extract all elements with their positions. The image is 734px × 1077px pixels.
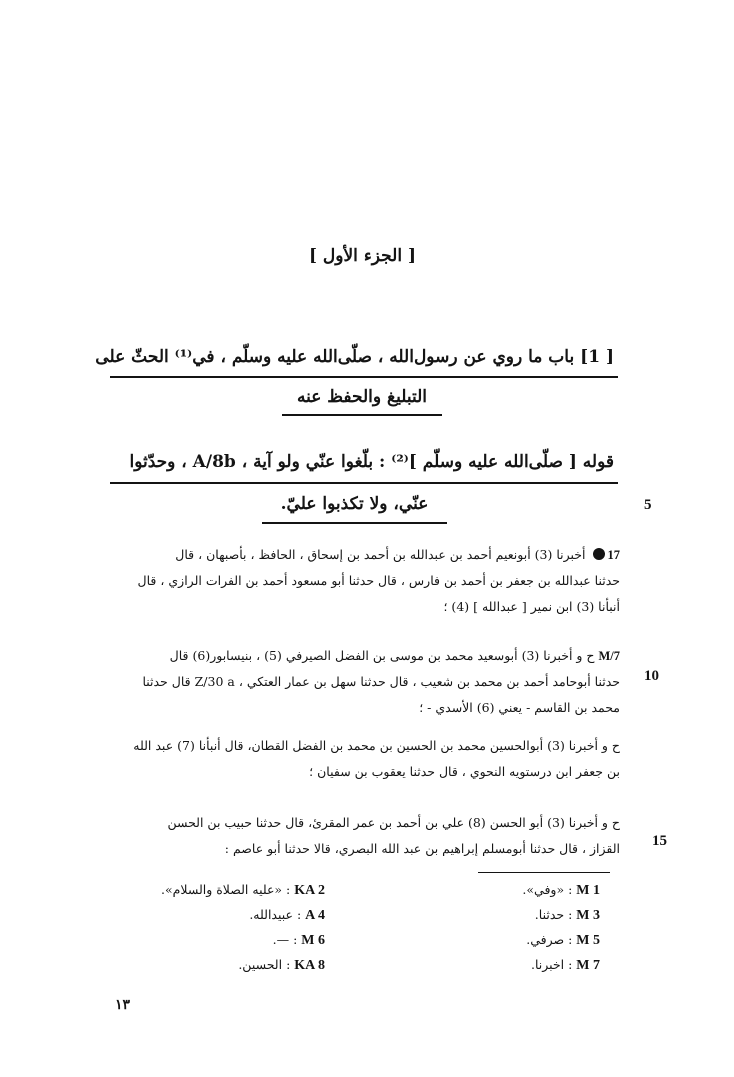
hadith-number: 17 [607, 548, 620, 562]
footnote-code: M 3 [576, 908, 600, 923]
footnote [115, 928, 325, 953]
hadith-underline-2 [262, 522, 447, 524]
chapter-underline-2 [282, 414, 442, 416]
paragraph-line: حدثنا أبوحامد أحمد بن محمد بن شعيب ، قال حدثنا سهل بن عمار العتكي ، Z/30 a قال حدثنا [142, 674, 620, 689]
hadith-underline-1 [110, 482, 618, 484]
footnote-text: : «عليه الصلاة والسلام». [161, 882, 291, 897]
footnote [470, 878, 600, 903]
chapter-underline-1 [110, 376, 618, 378]
footnote-separator [478, 872, 610, 873]
isnad-paragraph [100, 810, 620, 862]
part-title: [ الجزء الأول ] [308, 246, 417, 266]
footnote [470, 928, 600, 953]
line-number: 15 [652, 833, 667, 849]
chapter-heading-line1: [ 1] باب ما روي عن رسول‌الله ، صلّى‌الله عليه وسلّم ، في⁽¹⁾ الحثّ على [95, 347, 614, 367]
paragraph-line [100, 643, 620, 669]
footnote-code: M 7 [576, 958, 600, 973]
footnote-code: KA 8 [294, 958, 325, 973]
footnote-code: A 4 [305, 908, 325, 923]
footnote-text: : عبيدالله. [249, 907, 302, 922]
paragraph-line [100, 542, 620, 568]
footnote-text: : حدثنا. [534, 907, 573, 922]
footnote-text: : —. [272, 932, 298, 947]
footnote-code: KA 2 [294, 883, 325, 898]
isnad-paragraph [100, 542, 620, 620]
footnote-code: M 1 [576, 883, 600, 898]
footnote [470, 953, 600, 978]
isnad-paragraph [100, 643, 620, 721]
page-number: ١٣ [115, 997, 131, 1013]
line-number: 5 [644, 497, 652, 513]
paragraph-text: أخبرنا (3) أبونعيم أحمد بن عبدالله بن أحمد بن إسحاق ، الحافظ ، بأصبهان ، قال [175, 547, 586, 562]
footnote-text: : اخبرنا. [530, 957, 573, 972]
footnote-code: M 5 [576, 933, 600, 948]
line-number: 10 [644, 668, 659, 684]
chapter-heading-line2: التبليغ والحفظ عنه [296, 387, 427, 407]
paragraph-line: القزاز ، قال حدثنا أبومسلم إبراهيم بن عبد الله البصري، قالا حدثنا أبو عاصم : [224, 841, 620, 856]
paragraph-line: أنبأنا (3) ابن نمير [ عبدالله ] (4) ؛ [443, 599, 620, 614]
hadith-text-line1: قوله [ صلّى‌الله عليه وسلّم ]⁽²⁾ : بلّغوا عنّي ولو آية ، A/8b ، وحدّثوا [129, 452, 614, 472]
footnote [115, 953, 325, 978]
paragraph-line: حدثنا عبدالله بن جعفر بن أحمد بن فارس ، قال حدثنا أبو مسعود أحمد بن الفرات الرازي ، قال [137, 573, 620, 588]
paragraph-text: ح و أخبرنا (3) أبوسعيد محمد بن موسى بن الفضل الصيرفي (5) ، بنيسابور(6) قال [169, 648, 595, 663]
footnote [470, 903, 600, 928]
footnotes-left-column [115, 878, 325, 978]
paragraph-line: محمد بن القاسم - يعني (6) الأسدي - ؛ [419, 700, 620, 715]
footnote-text: : «وفي». [522, 882, 573, 897]
footnote [115, 878, 325, 903]
paragraph-line: ح و أخبرنا (3) أبوالحسين محمد بن الحسين بن محمد بن الفضل القطان، قال أنبأنا (7) عبد الله [133, 738, 620, 753]
paragraph-line: ح و أخبرنا (3) أبو الحسن (8) علي بن أحمد بن عمر المقرئ، قال حدثنا حبيب بن الحسن [167, 815, 620, 830]
footnote-text: : صرفي. [526, 932, 573, 947]
footnote-code: M 6 [301, 933, 325, 948]
footnote-text: : الحسين. [238, 957, 291, 972]
footnotes-right-column [470, 878, 600, 978]
footnote [115, 903, 325, 928]
isnad-paragraph [100, 733, 620, 785]
manuscript-marker: M/7 [598, 649, 620, 663]
paragraph-line: بن جعفر ابن درستويه النحوي ، قال حدثنا يعقوب بن سفيان ؛ [309, 764, 620, 779]
bullet-dot-icon [593, 548, 605, 560]
hadith-text-line2: عنّي، ولا تكذبوا عليّ. [280, 494, 429, 514]
